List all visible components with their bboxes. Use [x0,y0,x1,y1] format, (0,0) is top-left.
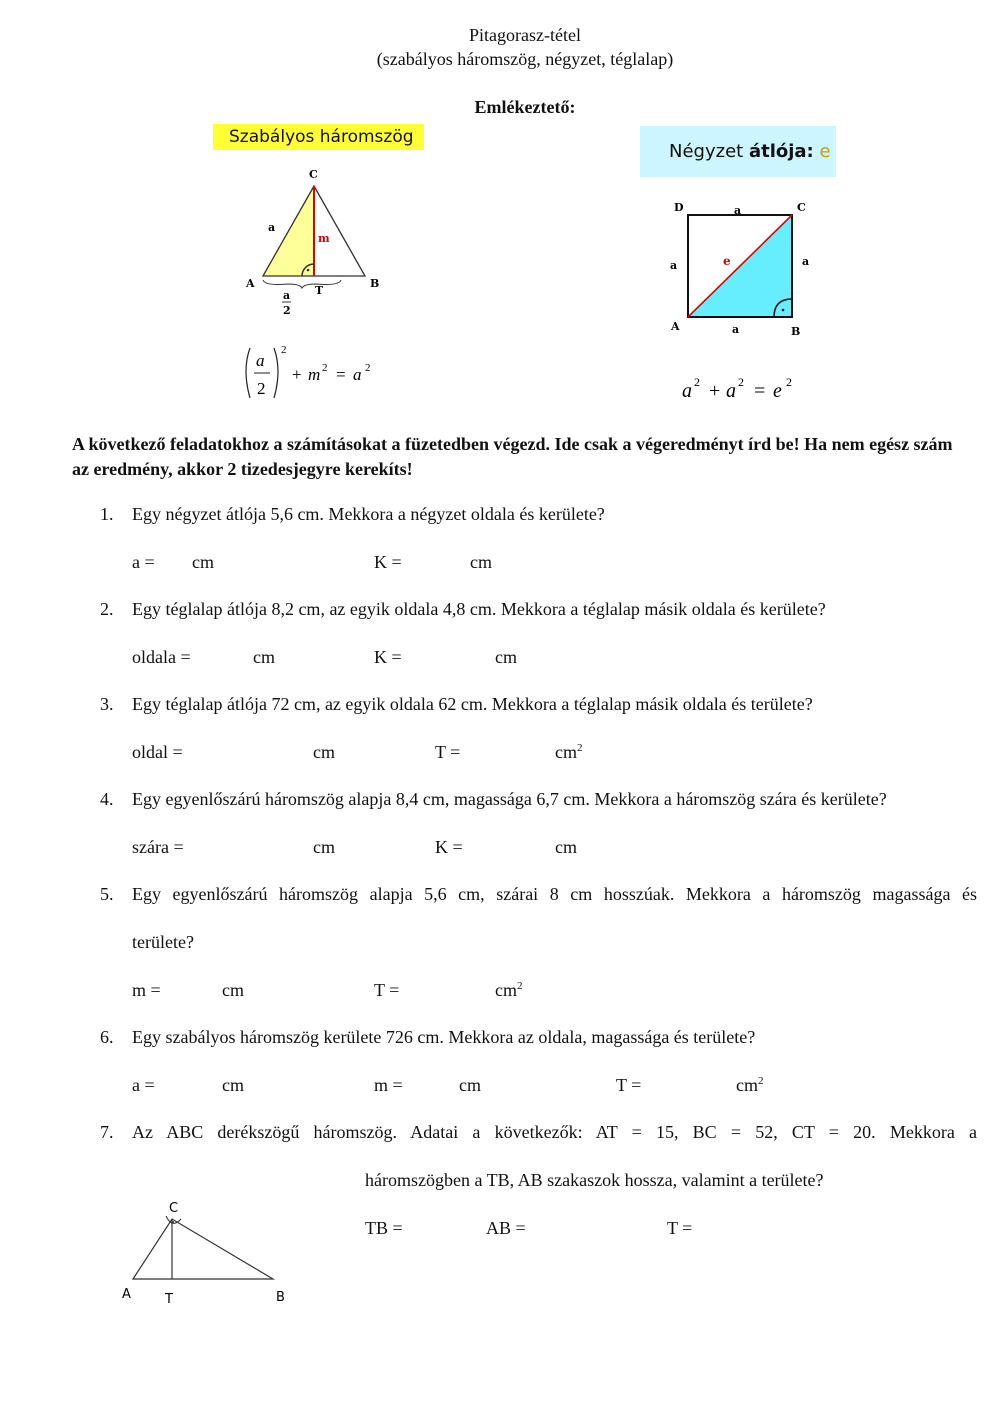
triangle-formula [240,340,390,405]
answer-unit: cm [495,647,517,667]
question-text-line2: háromszögben a TB, AB szakaszok hossza, valamint a területe? [365,1170,824,1190]
answer-label: T = [667,1218,693,1238]
formula-rhs-exp: 2 [786,375,792,389]
formula-exp: 2 [281,344,287,356]
side-bottom-label: a [732,323,740,336]
formula-m: m [308,365,321,384]
question-text: Egy téglalap átlója 8,2 cm, az egyik oldala 4,8 cm. Mekkora a téglalap másik oldala és kerülete? [132,599,826,619]
formula-a1: a [682,380,692,402]
half-side-numerator: a [283,289,291,302]
formula-frac-num: a [256,351,265,370]
page-title: Pitagorasz-tétel [469,25,581,45]
formula-equals: = [336,365,346,384]
formula-m-exp: 2 [322,362,328,374]
formula-e2: 2 [738,375,744,389]
answer-unit: cm [555,837,577,857]
answer-unit-area: $cm^2$ [495,980,523,1000]
question-text: Egy téglalap átlója 72 cm, az egyik oldala 62 cm. Mekkora a téglalap másik oldala és területe? [132,694,813,714]
answer-label: TB = [365,1218,403,1238]
reminder-heading: Emlékeztető: [474,97,576,117]
diagonal-e-label: e [723,254,731,268]
answer-unit: cm [192,552,214,572]
answer-label: K = [435,837,463,857]
question-text: Egy négyzet átlója 5,6 cm. Mekkora a négyzet oldala és kerülete? [132,504,605,524]
height-m-label: m [318,232,330,245]
answer-label: T = [374,980,400,1000]
answer-label: oldal = [132,742,183,762]
square-label [640,126,836,177]
vertex-c-label: C [309,168,318,181]
formula-plus: + [709,380,721,402]
question-number: 2. [100,599,114,619]
triangle-label: Szabályos háromszög [213,124,424,150]
answer-unit-area: $cm^2$ [736,1075,764,1095]
question-text: Egy egyenlőszárú háromszög alapja 8,4 cm, magassága 6,7 cm. Mekkora a háromszög szára és kerülete? [132,789,887,809]
question-number: 4. [100,789,114,809]
side-right-label: a [802,255,810,268]
question-text-line1: Egy egyenlőszárú háromszög alapja 5,6 cm, szárai 8 cm hosszúak. Mekkora a háromszög magassága és [132,884,977,904]
answer-label: a = [132,1075,155,1095]
instructions: A következő feladatokhoz a számításokat a füzetedben végezd. Ide csak a végeredményt írd be! Ha nem egész szám az eredmény, akkor 2 tizedesjegyre kerekíts! [72,434,953,479]
question-number: 6. [100,1027,114,1047]
answer-label: m = [374,1075,403,1095]
answer-unit: cm [313,742,335,762]
formula-frac-den: 2 [257,379,266,398]
side-a-label: a [268,221,276,234]
equilateral-triangle-figure [230,160,410,320]
question-text-line1: Az ABC derékszögű háromszög. Adatai a következők: AT = 15, BC = 52, CT = 20. Mekkora a [132,1122,977,1142]
answer-label: oldala = [132,647,191,667]
question-number: 7. [100,1122,114,1142]
answer-label: AB = [486,1218,526,1238]
vertex-d-label: D [674,201,684,214]
vertex-c-label: C [169,1201,179,1216]
answer-unit: cm [470,552,492,572]
vertex-c-label: C [797,201,806,214]
formula-e1: 2 [694,375,700,389]
answer-unit-area: $cm^2$ [555,742,583,762]
vertex-b-label: B [370,277,380,290]
vertex-a-label: A [671,320,680,333]
side-left-label: a [670,259,678,272]
answer-label: m = [132,980,161,1000]
foot-t-label: T [315,284,324,297]
question-number: 3. [100,694,114,714]
question-number: 1. [100,504,114,524]
square-figure [665,195,820,345]
vertex-a-label: A [246,277,255,290]
answer-label: a = [132,552,155,572]
answer-unit: cm [253,647,275,667]
answer-label: K = [374,647,402,667]
vertex-b-label: B [276,1290,285,1305]
answer-label: T = [435,742,461,762]
answer-unit: cm [459,1075,481,1095]
formula-a2: a [726,380,736,402]
question-text: Egy szabályos háromszög kerülete 726 cm. Mekkora az oldala, magassága és területe? [132,1027,756,1047]
question-number: 5. [100,884,114,904]
answer-label: T = [616,1075,642,1095]
square-label-bold: átlója: [748,141,814,162]
half-side-denominator: 2 [283,304,291,317]
square-label-plain: Négyzet [669,141,744,162]
page-subtitle: (szabályos háromszög, négyzet, téglalap) [376,49,674,69]
answer-unit: cm [222,980,244,1000]
answer-unit: cm [222,1075,244,1095]
vertex-a-label: A [122,1287,131,1302]
vertex-b-label: B [791,325,801,338]
square-formula [680,370,810,405]
formula-equals: = [754,380,766,402]
formula-plus: + [292,365,302,384]
square-label-tail: e [819,141,831,162]
formula-rhs: a [353,365,362,384]
question-text-line2: területe? [132,932,194,952]
foot-t-label: T [165,1292,173,1307]
right-triangle-figure [115,1195,300,1310]
answer-unit: cm [313,837,335,857]
answer-label: K = [374,552,402,572]
formula-rhs: e [773,380,782,402]
answer-label: szára = [132,837,184,857]
side-top-label: a [734,204,742,217]
formula-rhs-exp: 2 [365,362,371,374]
